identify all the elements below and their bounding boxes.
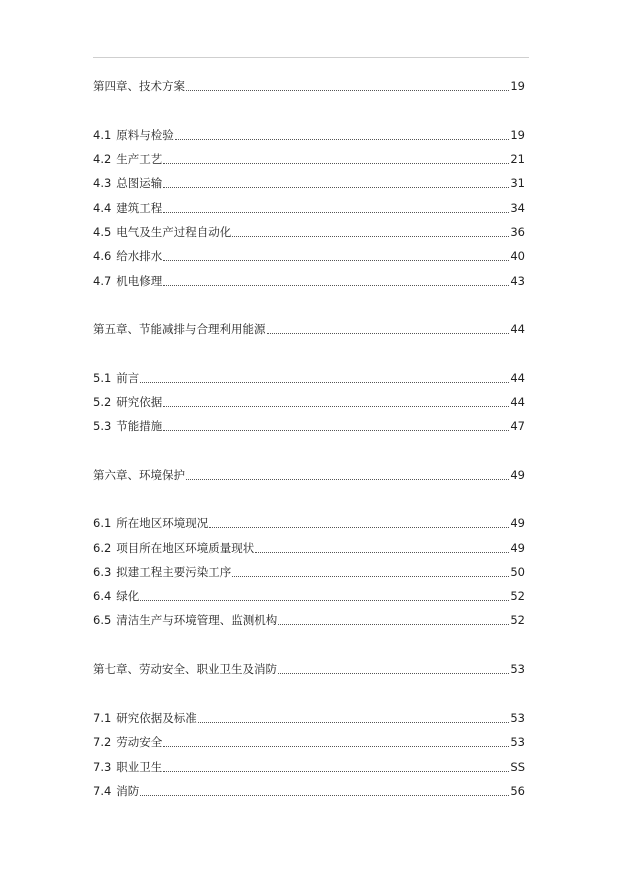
toc-entry-chapter-4[interactable]	[93, 75, 525, 93]
toc-entry-6-4[interactable]	[93, 585, 525, 603]
toc-entry-title: 原料与检验	[116, 128, 174, 142]
toc-entry-title: 电气及生产过程自动化	[116, 225, 232, 239]
toc-section-number: 7.3	[93, 760, 112, 774]
toc-entry-4-1[interactable]	[93, 124, 525, 142]
toc-page-number: 19	[510, 128, 525, 142]
toc-section-number: 5.1	[93, 371, 112, 385]
toc-section-number: 7.1	[93, 711, 112, 725]
toc-entry-7-2[interactable]	[93, 731, 525, 749]
toc-entry-4-7[interactable]	[93, 270, 525, 288]
toc-page-number: 52	[510, 613, 525, 627]
toc-leader-dots	[163, 771, 509, 772]
toc-entry-4-3[interactable]	[93, 172, 525, 190]
toc-page-number: SS	[510, 760, 525, 774]
toc-entry-title: 第七章、劳动安全、职业卫生及消防	[93, 662, 277, 676]
toc-entry-chapter-5[interactable]	[93, 318, 525, 336]
toc-page-number: 44	[510, 322, 525, 336]
toc-page-number: 43	[510, 274, 525, 288]
toc-entry-title: 劳动安全	[116, 735, 163, 749]
toc-leader-dots	[140, 382, 509, 383]
toc-section-number: 4.5	[93, 225, 112, 239]
toc-section-number: 4.2	[93, 152, 112, 166]
toc-entry-4-5[interactable]	[93, 221, 525, 239]
toc-entry-title: 绿化	[116, 589, 140, 603]
toc-entry-6-3[interactable]	[93, 561, 525, 579]
toc-leader-dots	[163, 430, 509, 431]
toc-leader-dots	[232, 576, 509, 577]
toc-page-number: 19	[510, 79, 525, 93]
toc-entry-title: 前言	[116, 371, 140, 385]
toc-leader-dots	[186, 90, 509, 91]
header-rule	[93, 57, 529, 58]
toc-leader-dots	[163, 260, 509, 261]
toc-entry-title: 消防	[116, 784, 140, 798]
toc-entry-5-2[interactable]	[93, 391, 525, 409]
toc-section-number: 5.2	[93, 395, 112, 409]
toc-entry-4-2[interactable]	[93, 148, 525, 166]
toc-page-number: 40	[510, 249, 525, 263]
toc-entry-title: 建筑工程	[116, 201, 163, 215]
toc-entry-chapter-7[interactable]	[93, 658, 525, 676]
toc-page-number: 34	[510, 201, 525, 215]
toc-entry-6-2[interactable]	[93, 537, 525, 555]
toc-page-number: 56	[510, 784, 525, 798]
toc-section-number: 4.4	[93, 201, 112, 215]
toc-page-number: 50	[510, 565, 525, 579]
toc-leader-dots	[163, 187, 509, 188]
toc-page-number: 49	[510, 541, 525, 555]
toc-entry-6-5[interactable]	[93, 609, 525, 627]
toc-page-number: 36	[510, 225, 525, 239]
toc-entry-title: 总图运输	[116, 176, 163, 190]
toc-leader-dots	[163, 285, 509, 286]
toc-page-number: 44	[510, 395, 525, 409]
toc-entry-title: 研究依据	[116, 395, 163, 409]
toc-page-number: 21	[510, 152, 525, 166]
toc-section-number: 5.3	[93, 419, 112, 433]
toc-entry-7-3[interactable]	[93, 756, 525, 774]
toc-entry-4-6[interactable]	[93, 245, 525, 263]
toc-page-number: 44	[510, 371, 525, 385]
toc-entry-title: 第五章、节能减排与合理利用能源	[93, 322, 266, 336]
toc-page-number: 49	[510, 468, 525, 482]
toc-leader-dots	[232, 236, 509, 237]
toc-page-number: 53	[510, 711, 525, 725]
toc-entry-title: 给水排水	[116, 249, 163, 263]
toc-entry-4-4[interactable]	[93, 197, 525, 215]
toc-entry-title: 拟建工程主要污染工序	[116, 565, 232, 579]
toc-leader-dots	[163, 212, 509, 213]
toc-entry-title: 生产工艺	[116, 152, 163, 166]
toc-entry-title: 机电修理	[116, 274, 163, 288]
toc-leader-dots	[163, 163, 509, 164]
toc-section-number: 7.2	[93, 735, 112, 749]
toc-page-number: 31	[510, 176, 525, 190]
toc-entry-7-1[interactable]	[93, 707, 525, 725]
toc-section-number: 6.3	[93, 565, 112, 579]
toc-leader-dots	[163, 406, 509, 407]
toc-entry-title: 项目所在地区环境质量现状	[116, 541, 255, 555]
toc-page-number: 53	[510, 662, 525, 676]
toc-section-number: 4.7	[93, 274, 112, 288]
toc-page-number: 49	[510, 516, 525, 530]
toc-leader-dots	[163, 746, 509, 747]
toc-entry-title: 研究依据及标准	[116, 711, 197, 725]
toc-entry-6-1[interactable]	[93, 512, 525, 530]
toc-leader-dots	[186, 479, 509, 480]
toc-entry-title: 第四章、技术方案	[93, 79, 185, 93]
toc-section-number: 6.1	[93, 516, 112, 530]
toc-leader-dots	[278, 673, 509, 674]
toc-entry-7-4[interactable]	[93, 780, 525, 798]
toc-leader-dots	[267, 333, 510, 334]
toc-entry-title: 所在地区环境现况	[116, 516, 209, 530]
toc-leader-dots	[140, 600, 509, 601]
toc-page-number: 47	[510, 419, 525, 433]
toc-entry-chapter-6[interactable]	[93, 464, 525, 482]
toc-section-number: 6.5	[93, 613, 112, 627]
toc-entry-title: 第六章、环境保护	[93, 468, 185, 482]
toc-entry-5-3[interactable]	[93, 415, 525, 433]
toc-leader-dots	[175, 139, 510, 140]
toc-leader-dots	[209, 527, 509, 528]
toc-section-number: 6.2	[93, 541, 112, 555]
toc-section-number: 4.6	[93, 249, 112, 263]
toc-section-number: 6.4	[93, 589, 112, 603]
toc-leader-dots	[278, 624, 509, 625]
toc-entry-title: 职业卫生	[116, 760, 163, 774]
toc-section-number: 4.1	[93, 128, 112, 142]
toc-leader-dots	[140, 795, 509, 796]
toc-section-number: 4.3	[93, 176, 112, 190]
toc-entry-5-1[interactable]	[93, 367, 525, 385]
toc-leader-dots	[255, 552, 509, 553]
toc-page-number: 53	[510, 735, 525, 749]
toc-section-number: 7.4	[93, 784, 112, 798]
toc-entry-title: 清洁生产与环境管理、监测机构	[116, 613, 278, 627]
toc-leader-dots	[198, 722, 510, 723]
toc-entry-title: 节能措施	[116, 419, 163, 433]
toc-page-number: 52	[510, 589, 525, 603]
